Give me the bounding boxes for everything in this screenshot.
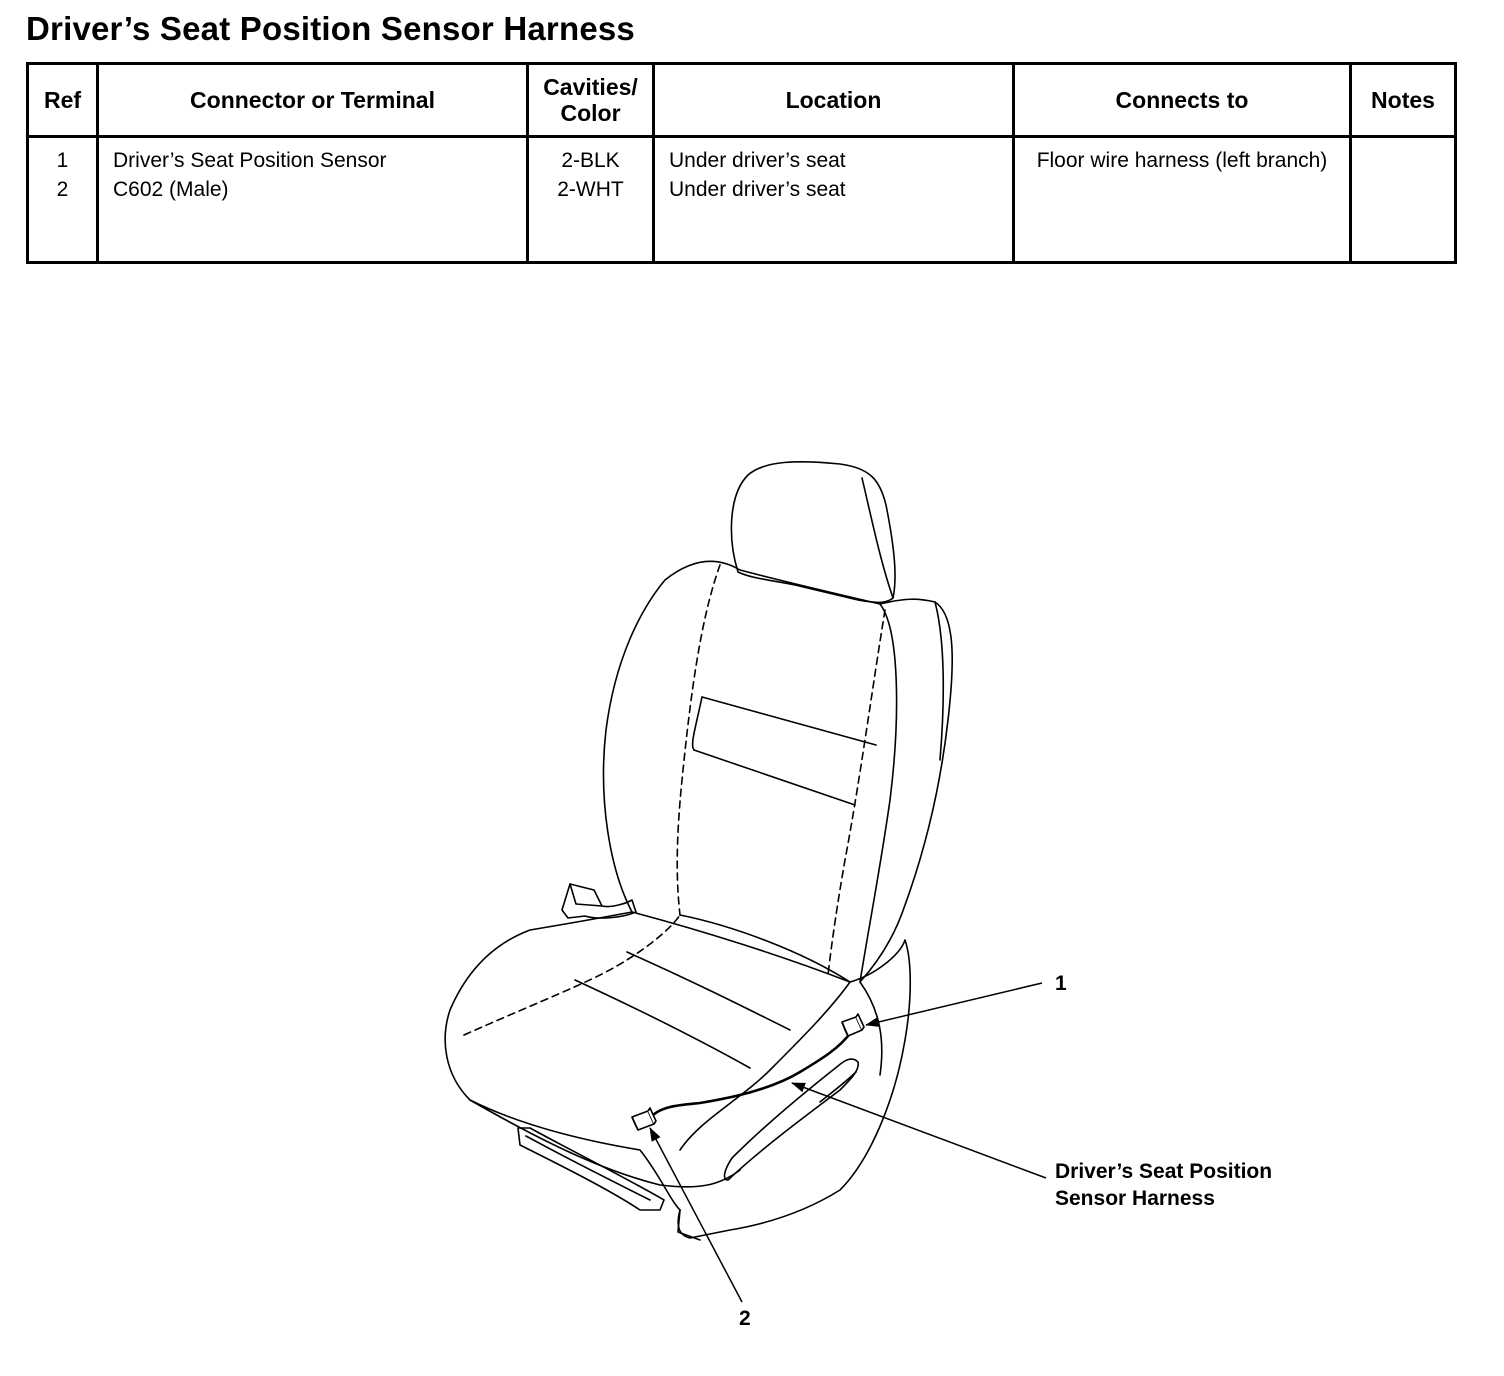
cushion-panel-front	[575, 980, 750, 1068]
row-2-location: Under driver’s seat	[669, 178, 846, 201]
row-1-location: Under driver’s seat	[669, 149, 846, 172]
callout-2: 2	[739, 1307, 751, 1330]
cushion-outline	[445, 912, 680, 1210]
headrest-edge-line	[862, 478, 893, 598]
row-1-connector: Driver’s Seat Position Sensor	[113, 149, 387, 172]
seatback-panel-line-upper	[702, 697, 876, 745]
seatback-stitch-right	[828, 610, 885, 975]
seatback-panel-left	[693, 697, 702, 750]
header-connects-to: Connects to	[1014, 64, 1351, 137]
cushion-panel-rear	[627, 952, 790, 1030]
row-2-cavities: 2-WHT	[557, 178, 624, 201]
connector-2-c602	[632, 1108, 656, 1130]
row-2-connector: C602 (Male)	[113, 178, 229, 201]
header-connector: Connector or Terminal	[98, 64, 528, 137]
harness-label-line1: Driver’s Seat Position	[1055, 1160, 1273, 1183]
header-location: Location	[654, 64, 1014, 137]
headrest-outline	[731, 462, 895, 603]
row-2-connects-to: Floor wire harness (left branch)	[1036, 149, 1328, 172]
callout-1: 1	[1055, 972, 1067, 995]
leader-line-1	[866, 983, 1042, 1025]
side-shield	[678, 940, 910, 1238]
row-1-ref: 1	[56, 149, 69, 172]
header-ref: Ref	[28, 64, 98, 137]
cushion-top-edge	[632, 912, 850, 982]
cushion-bolster	[680, 982, 850, 1150]
row-1-cavities: 2-BLK	[561, 149, 620, 172]
header-notes: Notes	[1351, 64, 1456, 137]
seatback-panel-line-mid	[694, 750, 855, 805]
seatback-side-panel	[860, 604, 897, 982]
seat-bracket	[678, 1210, 700, 1240]
seat-rail-inner	[526, 1136, 650, 1200]
header-cavities-line2: Color	[560, 100, 621, 126]
connector-1-sensor	[842, 1014, 864, 1036]
seatback-stitch-left	[677, 565, 720, 915]
harness-label-line2: Sensor Harness	[1055, 1187, 1215, 1210]
cushion-stitch-outer	[464, 915, 680, 1035]
leader-line-harness	[792, 1083, 1046, 1178]
leader-line-2	[650, 1128, 742, 1302]
header-cavities-line1: Cavities/	[543, 74, 638, 100]
seatback-side-edge	[935, 602, 943, 760]
row-2-ref: 2	[56, 178, 69, 201]
page-title: Driver’s Seat Position Sensor Harness	[26, 10, 635, 47]
